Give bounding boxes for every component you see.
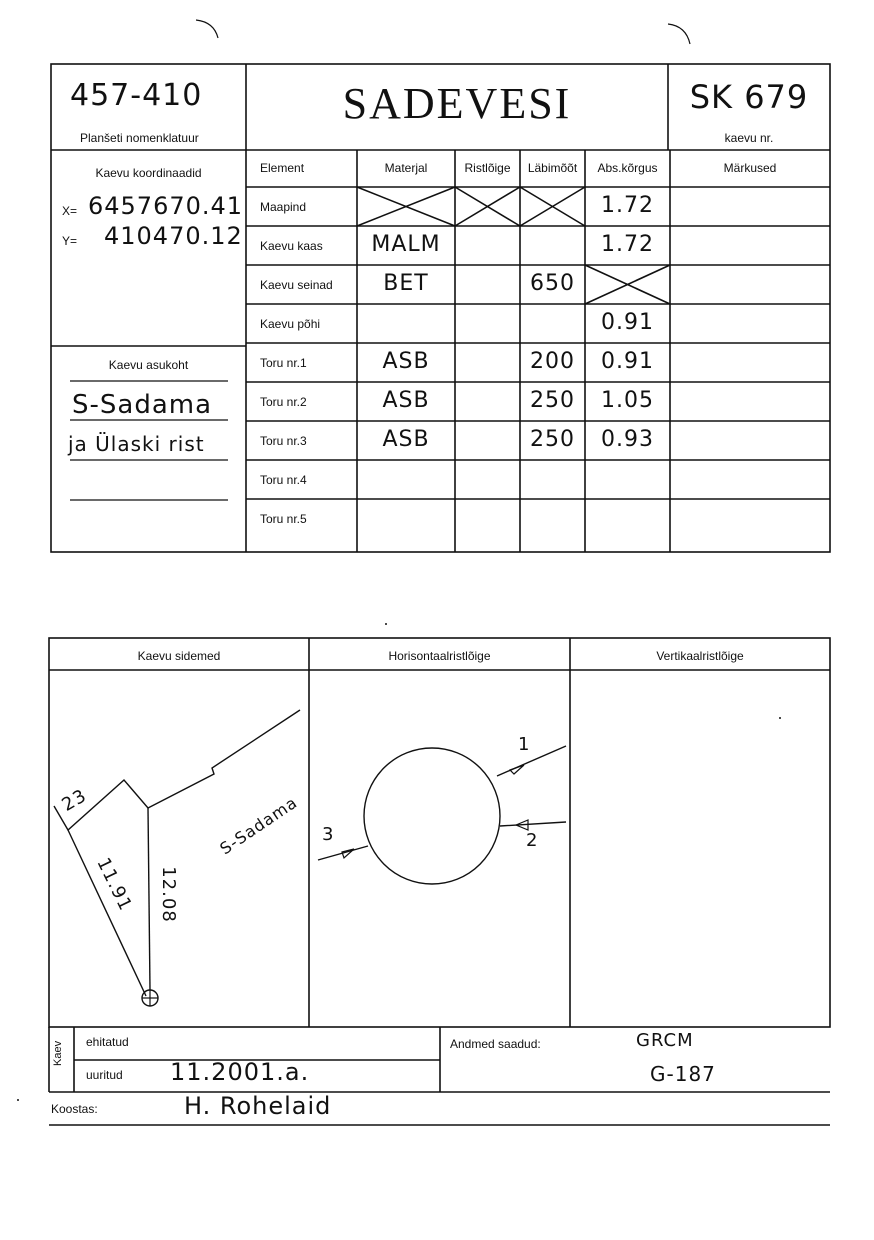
data-source-value1: GRCM [636, 1030, 694, 1051]
sheet-number: 457-410 [70, 78, 203, 113]
cell-material: BET [383, 271, 429, 296]
cell-diameter: 200 [530, 349, 575, 374]
y-coordinate: 410470.12 [104, 222, 243, 250]
horizontal-section-label: Horisontaalristlõige [388, 649, 491, 663]
coordinates-label: Kaevu koordinaadid [95, 166, 202, 180]
row-element-label: Toru nr.2 [260, 395, 307, 409]
location-line1: S-Sadama [72, 390, 213, 420]
header-abs-height: Abs.kõrgus [597, 161, 658, 175]
x-prefix: X= [62, 204, 78, 218]
cell-abs-height: 0.93 [601, 427, 654, 452]
cell-diameter: 650 [530, 271, 575, 296]
header-cross-section: Ristlõige [464, 161, 511, 175]
tie-distance-1208: 12.08 [157, 866, 179, 923]
cell-diameter: 250 [530, 388, 575, 413]
cell-abs-height: 0.91 [601, 310, 654, 335]
row-element-label: Kaevu seinad [260, 278, 333, 292]
row-element-label: Toru nr.1 [260, 356, 307, 370]
tie-distance-23: 23 [58, 785, 91, 816]
built-label: ehitatud [86, 1035, 129, 1049]
header-element: Element [260, 161, 305, 175]
pipe-label-2: 2 [526, 830, 539, 851]
header-remarks: Märkused [723, 161, 777, 175]
well-number-label: kaevu nr. [724, 131, 774, 145]
surveyed-value: 11.2001.a. [170, 1058, 310, 1086]
ties-label: Kaevu sidemed [137, 649, 221, 663]
cell-abs-height: 0.91 [601, 349, 654, 374]
header-diameter: Läbimõõt [527, 161, 578, 175]
cell-abs-height: 1.72 [601, 232, 654, 257]
cell-material: ASB [382, 388, 430, 413]
compiler-label: Koostas: [51, 1102, 98, 1116]
y-prefix: Y= [62, 234, 78, 248]
row-element-label: Kaevu kaas [260, 239, 323, 253]
location-line2: ja Ülaski rist [68, 432, 205, 456]
row-element-label: Kaevu põhi [260, 317, 321, 331]
pipe-label-3: 3 [322, 824, 335, 845]
vertical-section-label: Vertikaalristlõige [656, 649, 744, 663]
location-label: Kaevu asukoht [108, 358, 189, 372]
well-number: SK 679 [689, 78, 809, 116]
data-source-label: Andmed saadud: [450, 1037, 541, 1051]
compiler-value: H. Rohelaid [184, 1092, 332, 1120]
row-element-label: Maapind [260, 200, 307, 214]
document-title: SADEVESI [342, 79, 572, 128]
cell-abs-height: 1.05 [601, 388, 654, 413]
street-label: S-Sadama [216, 792, 301, 859]
surveyed-label: uuritud [86, 1068, 123, 1082]
data-source-value2: G-187 [650, 1062, 716, 1086]
row-element-label: Toru nr.5 [260, 512, 307, 526]
pipe-label-1: 1 [518, 734, 531, 755]
row-element-label: Toru nr.3 [260, 434, 307, 448]
row-element-label: Toru nr.4 [260, 473, 307, 487]
cell-material: ASB [382, 349, 430, 374]
cell-material: MALM [371, 232, 441, 257]
cell-abs-height: 1.72 [601, 193, 654, 218]
tie-distance-1191: 11.91 [92, 854, 137, 915]
cell-diameter: 250 [530, 427, 575, 452]
sheet-label: Planšeti nomenklatuur [80, 131, 199, 145]
footer-side-label: Kaev [52, 1040, 64, 1066]
cell-material: ASB [382, 427, 430, 452]
header-material: Materjal [384, 161, 428, 175]
x-coordinate: 6457670.41 [88, 192, 244, 220]
